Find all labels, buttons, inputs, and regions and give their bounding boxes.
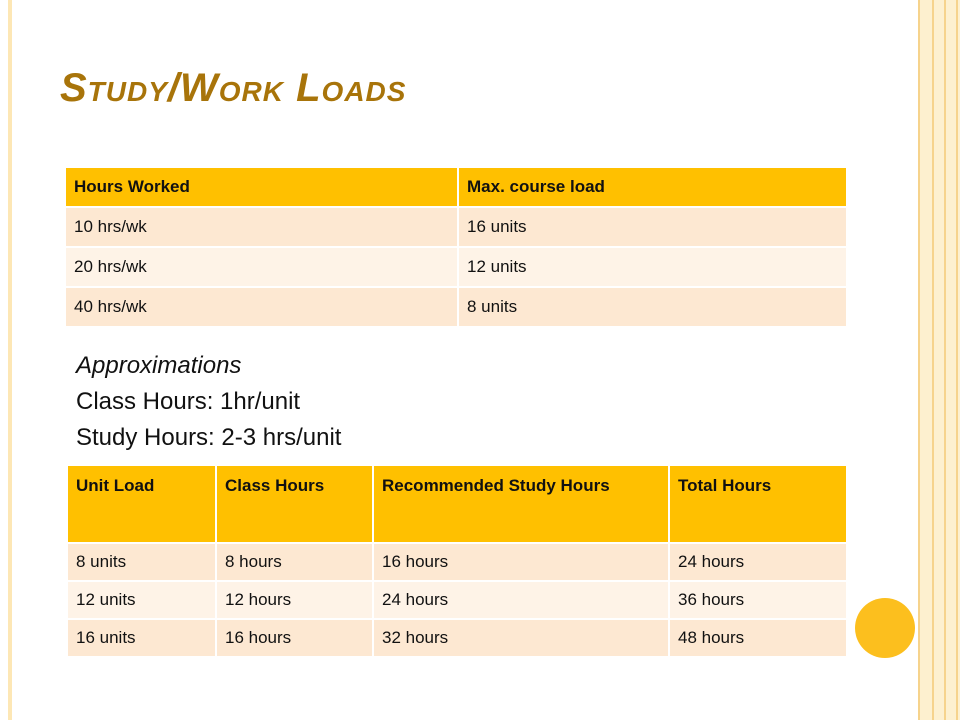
table-row bbox=[66, 287, 846, 327]
header-hours-worked: Hours Worked bbox=[66, 168, 458, 207]
table-header-row bbox=[66, 168, 846, 207]
header-total-hours: Total Hours bbox=[669, 466, 846, 543]
table-cell: 24 hours bbox=[373, 581, 669, 619]
table-cell: 24 hours bbox=[669, 543, 846, 581]
header-unit-load: Unit Load bbox=[68, 466, 216, 543]
table-cell: 20 hrs/wk bbox=[66, 247, 458, 287]
slide-title: Study/Work Loads bbox=[60, 66, 407, 110]
frame-right-line bbox=[944, 0, 946, 720]
table-cell: 48 hours bbox=[669, 619, 846, 657]
unit-load-table bbox=[68, 466, 846, 658]
frame-right-line bbox=[932, 0, 934, 720]
table-cell: 10 hrs/wk bbox=[66, 207, 458, 247]
table-cell: 16 hours bbox=[373, 543, 669, 581]
table-cell: 12 units bbox=[68, 581, 216, 619]
header-class-hours: Class Hours bbox=[216, 466, 373, 543]
header-max-course-load: Max. course load bbox=[458, 168, 846, 207]
table-row bbox=[68, 581, 846, 619]
table-cell: 8 hours bbox=[216, 543, 373, 581]
frame-left-border bbox=[8, 0, 12, 720]
table-cell: 16 units bbox=[458, 207, 846, 247]
table-header-row bbox=[68, 466, 846, 543]
table-cell: 16 units bbox=[68, 619, 216, 657]
notes-class-hours: Class Hours: 1hr/unit bbox=[76, 388, 301, 415]
notes-heading: Approximations bbox=[76, 352, 242, 379]
table-cell: 36 hours bbox=[669, 581, 846, 619]
decorative-circle bbox=[855, 598, 915, 658]
table-row bbox=[66, 247, 846, 287]
frame-right-line bbox=[918, 0, 920, 720]
table-row bbox=[68, 619, 846, 657]
table-cell: 8 units bbox=[68, 543, 216, 581]
frame-right-panel bbox=[918, 0, 960, 720]
table-cell: 32 hours bbox=[373, 619, 669, 657]
table-cell: 12 hours bbox=[216, 581, 373, 619]
work-hours-table bbox=[66, 168, 846, 328]
table-row bbox=[68, 543, 846, 581]
notes-study-hours: Study Hours: 2-3 hrs/unit bbox=[76, 424, 342, 451]
approximations-notes bbox=[76, 348, 341, 456]
frame-right-line bbox=[956, 0, 958, 720]
table-row bbox=[66, 207, 846, 247]
table-cell: 16 hours bbox=[216, 619, 373, 657]
header-recommended-study-hours: Recommended Study Hours bbox=[373, 466, 669, 543]
table-cell: 40 hrs/wk bbox=[66, 287, 458, 327]
table-cell: 12 units bbox=[458, 247, 846, 287]
table-cell: 8 units bbox=[458, 287, 846, 327]
